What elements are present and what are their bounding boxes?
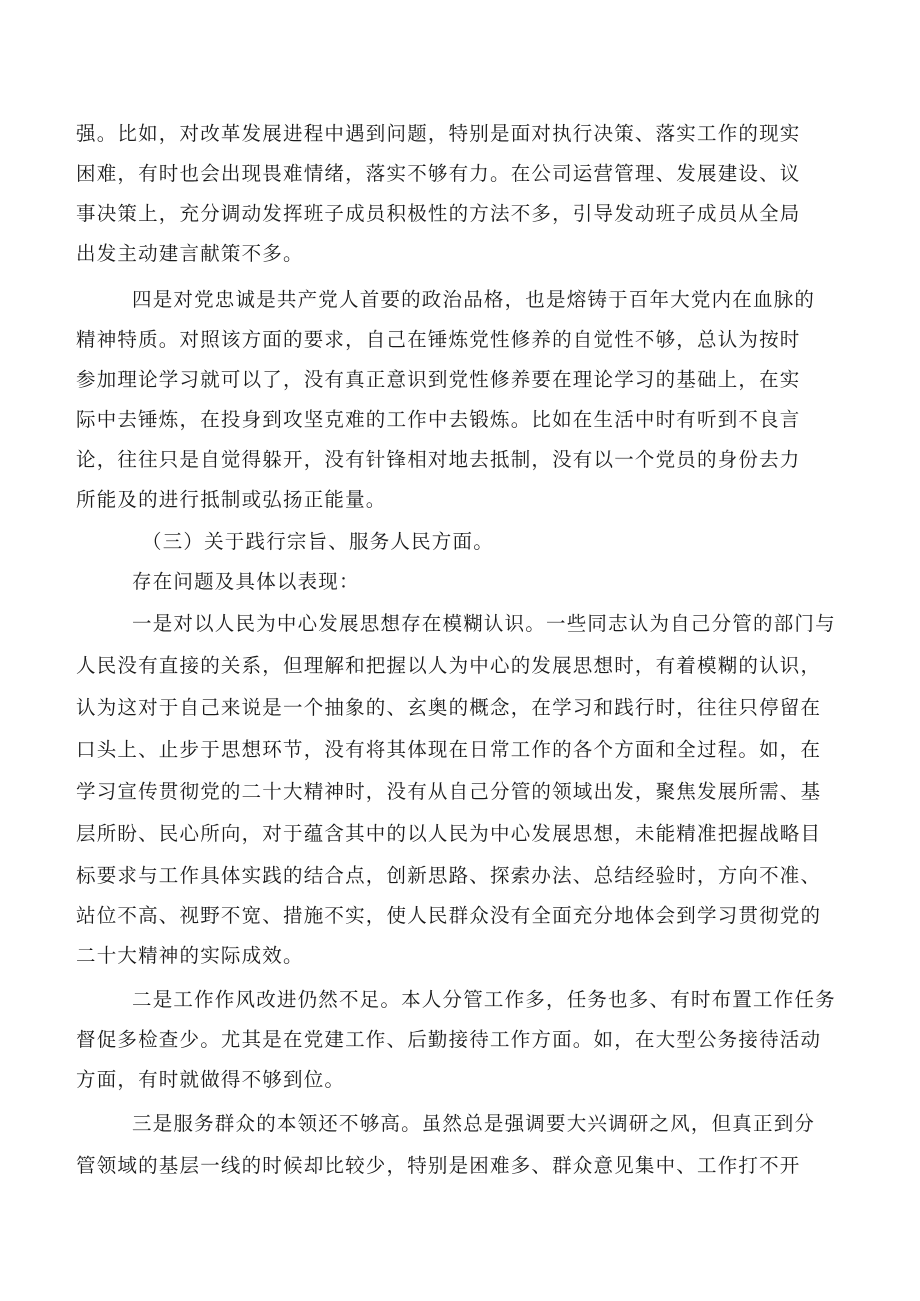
paragraph-2-line-3: 参加理论学习就可以了，没有真正意识到党性修养要在理论学习的基础上，在实 bbox=[76, 368, 801, 391]
paragraph-5-line-3: 认为这对于自己来说是一个抽象的、玄奥的概念，在学习和践行时，往往只停留在 bbox=[76, 696, 822, 719]
paragraph-5-line-2: 人民没有直接的关系，但理解和把握以人为中心的发展思想时，有着模糊的认识， bbox=[76, 654, 822, 677]
paragraph-6-line-1: 二是工作作风改进仍然不足。本人分管工作多，任务也多、有时布置工作任务 bbox=[132, 988, 836, 1011]
paragraph-2-line-2: 精神特质。对照该方面的要求，自己在锤炼党性修养的自觉性不够，总认为按时 bbox=[76, 328, 801, 351]
paragraph-7-line-2: 管领域的基层一线的时候却比较少，特别是困难多、群众意见集中、工作打不开 bbox=[76, 1154, 801, 1177]
paragraph-7-line-1: 三是服务群众的本领还不够高。虽然总是强调要大兴调研之风，但真正到分 bbox=[132, 1112, 816, 1135]
problems-intro: 存在问题及具体以表现： bbox=[132, 570, 360, 593]
paragraph-1-line-3: 事决策上，充分调动发挥班子成员积极性的方法不多，引导发动班子成员从全局 bbox=[76, 202, 801, 225]
paragraph-5-line-7: 标要求与工作具体实践的结合点，创新思路、探索办法、总结经验时，方向不准、 bbox=[76, 864, 822, 887]
paragraph-5-line-1: 一是对以人民为中心发展思想存在模糊认识。一些同志认为自己分管的部门与 bbox=[132, 612, 836, 635]
paragraph-1-line-1: 强。比如，对改革发展进程中遇到问题，特别是面对执行决策、落实工作的现实 bbox=[76, 122, 801, 145]
paragraph-2-line-5: 论，往往只是自觉得躲开，没有针锋相对地去抵制，没有以一个党员的身份去力 bbox=[76, 448, 801, 471]
paragraph-2-line-4: 际中去锤炼，在投身到攻坚克难的工作中去锻炼。比如在生活中时有听到不良言 bbox=[76, 408, 801, 431]
paragraph-2-line-1: 四是对党忠诚是共产党人首要的政治品格，也是熔铸于百年大党内在血脉的 bbox=[132, 288, 816, 311]
paragraph-5-line-4: 口头上、止步于思想环节，没有将其体现在日常工作的各个方面和全过程。如，在 bbox=[76, 738, 822, 761]
paragraph-5-line-5: 学习宣传贯彻党的二十大精神时，没有从自己分管的领域出发，聚焦发展所需、基 bbox=[76, 780, 822, 803]
paragraph-6-line-3: 方面，有时就做得不够到位。 bbox=[76, 1068, 346, 1091]
paragraph-2-line-6: 所能及的进行抵制或弘扬正能量。 bbox=[76, 488, 387, 511]
paragraph-1-line-4: 出发主动建言献策不多。 bbox=[76, 242, 304, 265]
paragraph-5-line-6: 层所盼、民心所向，对于蕴含其中的以人民为中心发展思想，未能精准把握战略目 bbox=[76, 822, 822, 845]
paragraph-6-line-2: 督促多检查少。尤其是在党建工作、后勤接待工作方面。如，在大型公务接待活动 bbox=[76, 1028, 822, 1051]
section-heading: （三）关于践行宗旨、服务人民方面。 bbox=[142, 530, 494, 553]
paragraph-1-line-2: 困难，有时也会出现畏难情绪，落实不够有力。在公司运营管理、发展建设、议 bbox=[76, 162, 801, 185]
paragraph-5-line-9: 二十大精神的实际成效。 bbox=[76, 944, 304, 967]
paragraph-5-line-8: 站位不高、视野不宽、措施不实，使人民群众没有全面充分地体会到学习贯彻党的 bbox=[76, 904, 822, 927]
